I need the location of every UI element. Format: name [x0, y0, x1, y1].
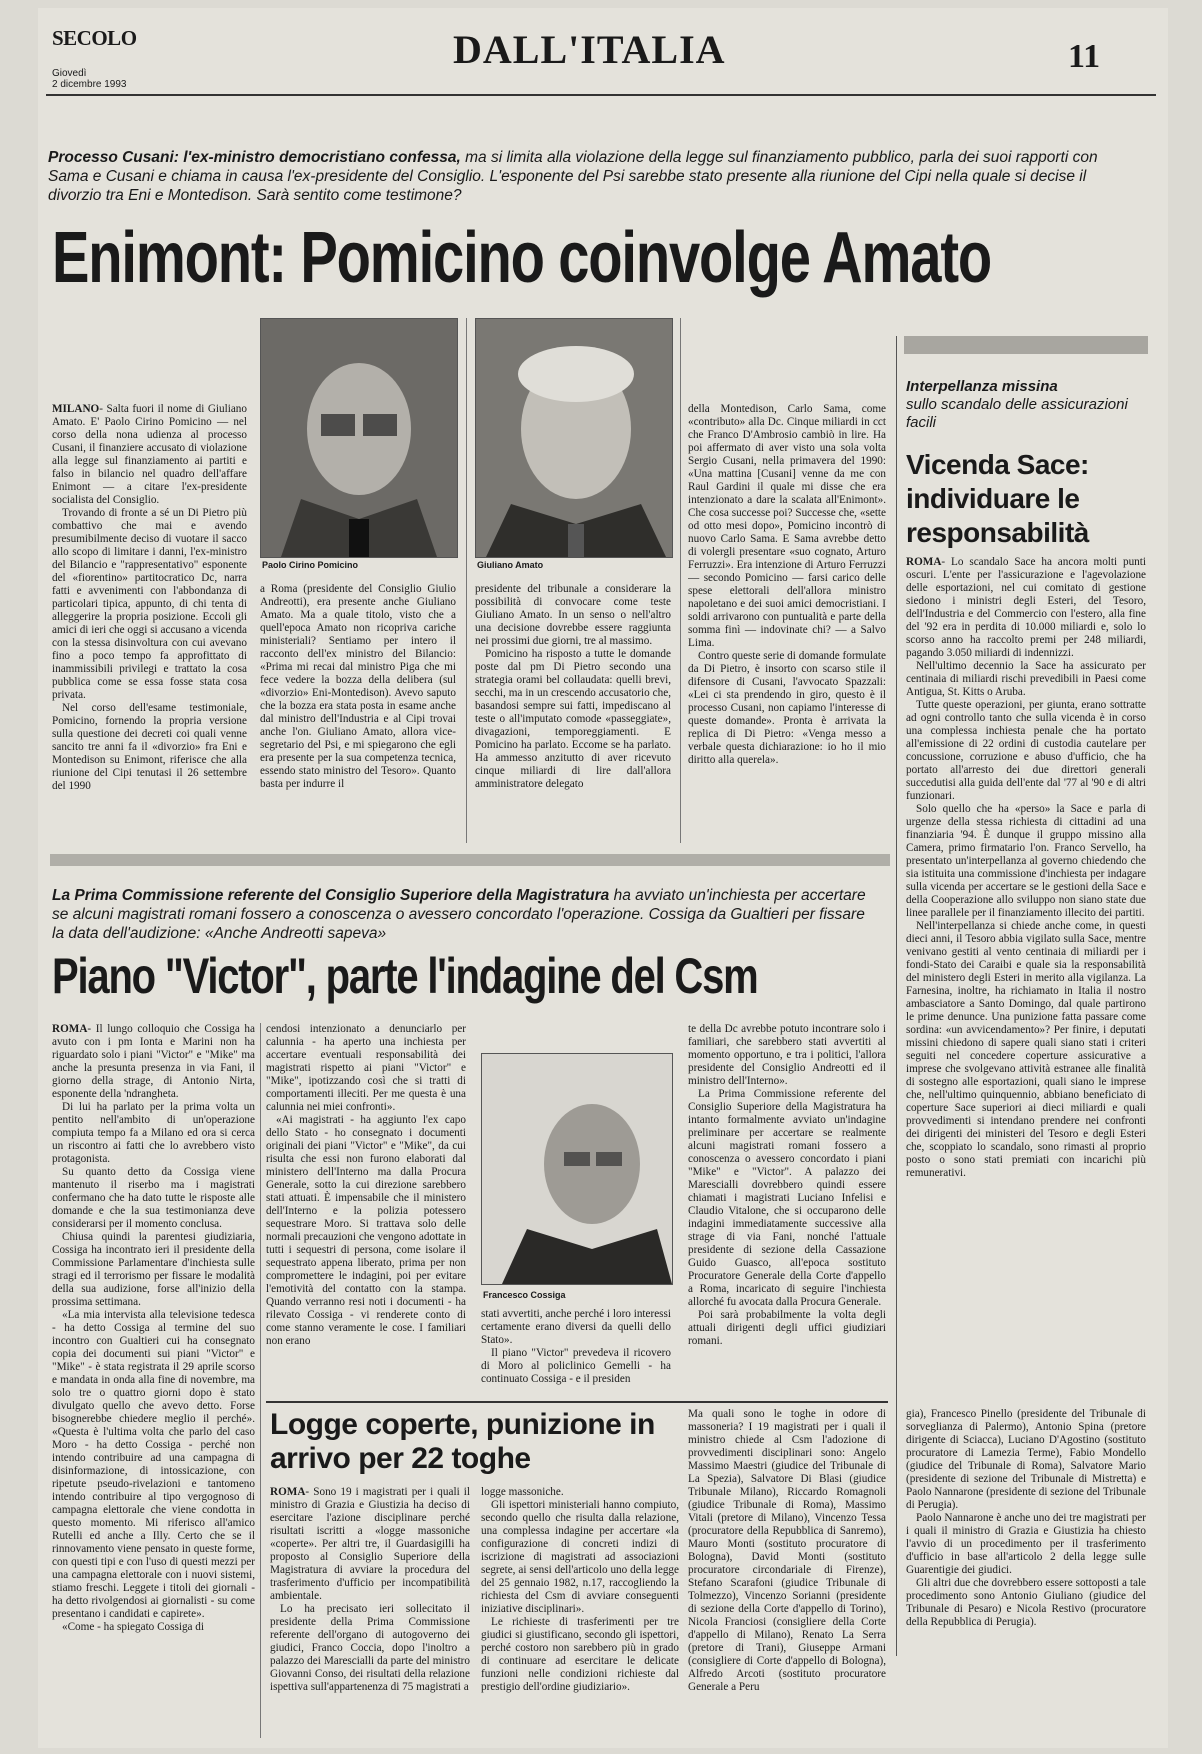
newspaper-page — [38, 8, 1168, 1748]
portrait-amato-image — [476, 319, 672, 557]
story2-headline: Piano "Victor", parte l'indagine del Csm — [52, 948, 758, 1004]
sidebar-left-rule — [896, 336, 897, 1656]
story2-col1-para6: «Come - ha spiegato Cossiga di — [62, 1621, 205, 1633]
story3-headline: Logge coperte, punizione in arrivo per 22 toghe — [270, 1408, 655, 1475]
story3-column-3 — [688, 1408, 886, 1741]
column-rule — [466, 318, 467, 843]
story3-top-rule — [266, 1401, 888, 1403]
story3-dateline: ROMA — [270, 1486, 306, 1498]
masthead-day: Giovedì — [52, 68, 87, 79]
story2-col2-para2: «Ai magistrati - ha aggiunto l'ex capo dello Stato - ho consegnato i documenti originali dei piani "Victor" e "Mike", da cui risulta che essi non furono elaborati dal ministero dell'Interno ma dalla Procura Generale, sotto la cui direzione sarebbero stati attuati. È impensabile che il ministero dell'Interno e la polizia potessero sequestrare Moro. Si trattava solo delle normali precauzioni che vengono adottate in tutti i sequestri di persona, come isolare il sequestrato appena liberato, prima per non compromettere le indagini, poi per evitare l'emotività del contatto con la stampa. Quando verranno resi noti i documenti - ha rilevato Cossiga - vi renderete conto di come stanno veramente le cose. I familiari non erano — [266, 1114, 466, 1347]
story3-column-4 — [906, 1408, 1146, 1741]
sidebar-kicker-text: sullo scandalo delle assicurazioni facili — [906, 396, 1128, 431]
story1-col3-text: presidente del tribunale a considerare la possibilità di convocare come teste Giuliano Amato. In un senso o nell'altro una decisione dovrebbe essere raggiunta nei prossimi due giorni, tre al massimo. — [475, 583, 671, 647]
sidebar-headline: Vicenda Sace: individuare le responsabilità — [906, 449, 1089, 548]
section-title: DALL'ITALIA — [453, 27, 726, 72]
story1-col4-text: della Montedison, Carlo Sama, come «contributo» alla Dc. Cinque miliardi in cct che Franco D'Ambrosio cambiò in lire. Ha poi affermato di aver visto una sola volta Sergio Cusani, nella primavera del 1990: «Una mattina [Cusani] venne da me con Raul Gardini il quale mi disse che era intenzionato a dare la scalata all'Enimont». Che cosa successe poi? Successe che, «sette od otto mesi dopo», Pomicino incontrò di nuovo Carlo Sama. E Sama avrebbe detto di volergli presentare «suo cognato, Arturo Ferruzzi». Era intenzione di Arturo Ferruzzi — secondo Pomicino — farsi carico delle spese elettorali dell'allora ministro napoletano e dei suoi amici democristiani. I soldi arrivarono con puntualità e parte della somma finì — indovinate chi? — a Salvo Lima. — [688, 403, 886, 649]
story3-column-2 — [481, 1486, 679, 1741]
story1-column-1 — [52, 403, 247, 843]
story1-column-4 — [688, 403, 886, 845]
story3-col4-para2: Paolo Nannarone è anche uno dei tre magistrati per i quali il ministro di Grazia e Giustizia ha chiesto l'avvio di un procedimento per il trasferimento d'ufficio in base all'articolo 2 della legge sulle Guarentigie dei giudici. — [906, 1512, 1146, 1576]
photo-pomicino — [260, 318, 458, 558]
story2-col4-para2: La Prima Commissione referente del Consiglio Superiore della Magistratura ha intanto formalmente avviato un'indagine preliminare per accertare se realmente alcuni magistrati romani fossero a conoscenza o avessero concordato i piani "Mike" e "Victor". A palazzo dei Marescialli dovrebbero quindi essere chiamati i magistrati Luciano Infelisi e Claudio Vitalone, che si occuparono delle indagini immediatamente successive alla strage di via Fani, nonché l'attuale presidente di sezione della Cassazione Guido Guasco, all'epoca sostituto Procuratore Generale della Corte d'appello a Roma, incaricato di seguire l'inchiesta allorché fu avocata dalla Procura Generale. — [688, 1088, 886, 1308]
story3-col2-para3: Le richieste di trasferimenti per tre giudici si giustificano, secondo gli ispettori, perché costoro non sarebbero più in grado di continuare ad esercitare le delicate funzioni nelle condizioni richieste dal prestigio dell'ordine giudiziario». — [481, 1616, 679, 1693]
column-rule — [260, 1023, 261, 1738]
story1-column-2 — [260, 583, 456, 845]
story2-kicker-text: ha avviato un'inchiesta per accertare se alcuni magistrati romani fossero a conoscenza o avessero concordato l'operazione. Cossiga da Gualtieri per fissare la data dell'audizione: «Anche Andreotti sapeva» — [52, 887, 866, 942]
portrait-cossiga-image — [482, 1054, 672, 1284]
story1-kicker-bold: Processo Cusani: l'ex-ministro democristiano confessa, — [48, 149, 461, 166]
story-divider-bar — [50, 854, 890, 866]
story1-col4-para2: Contro queste serie di domande formulate da Di Pietro, è insorto con scarso stile il difensore di Cusani, l'avvocato Spazzali: «Lei ci sta prendendo in giro, questo è il processo Cusani, non capiamo l'interesse di queste domande». Pronta è arrivata la replica di Di Pietro: «Venga messo a verbale questa dichiarazione: io ho il mio diritto alla querela». — [688, 650, 886, 766]
story2-col1-text: - Il lungo colloquio che Cossiga ha avuto con i pm Ionta e Marini non ha riguardato solo i piani "Victor" e "Mike" ma anche la presunta presenza in via Fani, il giorno della strage, di Antonio Nirta, esponente della 'ndrangheta. — [52, 1023, 255, 1100]
caption-pomicino: Paolo Cirino Pomicino — [262, 560, 359, 570]
sidebar-body1: - Lo scandalo Sace ha ancora molti punti oscuri. L'ente per l'assicurazione e l'agevolazione delle esportazioni, nel cui comitato di gestione siedono i ministri degli Esteri, del Tesoro, dell'Industria e del Commercio con l'estero, alla fine del '92 era in perdita di 10.000 miliardi e, solo lo scorso anno ha raccolto premi per 248 miliardi, pagando 3.050 miliardi di indennizzi. — [906, 556, 1146, 659]
story3-col3-text: Ma quali sono le toghe in odore di massoneria? I 19 magistrati per i quali il ministro chiede al Csm l'adozione di provvedimenti disciplinari sono: Angelo Massimo Maestri (giudice del Tribunale di La Spezia), Salvatore Di Blasi (giudice Tribunale Milano), Riccardo Romagnoli (giudice Tribunale di Roma), Massimo Vitali (pretore di Milano), Vincenzo Tessa (procuratore della Repubblica di Sanremo), Mauro Monti (sostituto procuratore di Bologna), David Monti (sostituto procuratore circondariale di Firenze), Stefano Scarafoni (giudice Tribunale di Tolmezzo), Vincenzo Sorianni (presidente di sezione della Corte d'appello di Torino), Nicola Franciosi (consigliere della Corte d'appello di Milano), Renato La Serra (pretore di Trani), Giuseppe Armani (consigliere di Corte d'appello di Bologna), Alfredo Arcoti (sostituto procuratore Generale a Peru — [688, 1408, 886, 1693]
story3-col4-para3: Gli altri due che dovrebbero essere sottoposti a tale procedimento sono Antonio Giuliano (giudice del Tribunale di Pesaro) e Nicola Restivo (procuratore della Repubblica di Perugia). — [906, 1577, 1146, 1628]
masthead-paper-name: SECOLO — [52, 26, 137, 50]
sidebar-dateline: ROMA — [906, 556, 942, 568]
story3-col1-para2: Lo ha precisato ieri sollecitato il presidente della Prima Commissione referente dell'organo di autogoverno dei giudici, Franco Coccia, dopo l'inoltro a palazzo dei Marescialli da parte del ministro Giovanni Conso, dei risultati della relazione ispettiva sull'appartenenza di 75 magistrati a — [270, 1603, 470, 1693]
story2-kicker — [52, 886, 872, 943]
story2-col2-text: cendosi intenzionato a denunciarlo per calunnia - ha aperto una inchiesta per accertare eventuali responsabilità dei magistrati rispetto ai piani "Victor" e "Mike", ipotizzando così che si tratti di comportamenti illeciti. Per me questa è una calunnia nei miei confronti». — [266, 1023, 466, 1113]
story3-col2-para2: Gli ispettori ministeriali hanno compiuto, secondo quello che risulta dalla relazione, una complessa indagine per accertare «la configurazione di concreti indizi di iscrizione di magistrati ad associazioni segrete, ai sensi dell'articolo uno della legge del 25 gennaio 1982, n.17, raccogliendo la richiesta del Csm di avviare conseguenti iniziative disciplinari». — [481, 1499, 679, 1615]
sidebar-body4: Solo quello che ha «perso» la Sace e parla di urgenze della stessa richiesta di cittadini ad una finanziaria '94. È dunque il gruppo missino alla Camera, primo firmatario l'on. Franco Servello, ha presentato un'interpellanza al governo chiedendo che sia istituita una commissione d'inchiesta per indagare sulla vicenda per accertare se le gestioni della Sace e della Cooperazione allo sviluppo non siano state due linee parallele per il finanziamento illecito dei partiti. — [906, 803, 1146, 919]
story2-col1-para4: Chiusa quindi la parentesi giudiziaria, Cossiga ha incontrato ieri il presidente della Commissione Parlamentare d'inchiesta sulle stragi ed il terrorismo per fissare le modalità della sua audizione, forse all'inizio della prossima settimana. — [52, 1231, 255, 1308]
caption-cossiga: Francesco Cossiga — [483, 1290, 566, 1300]
story2-column-2 — [266, 1023, 466, 1395]
story1-kicker — [48, 148, 1118, 205]
story2-dateline: ROMA — [52, 1023, 88, 1035]
sidebar-body3: Tutte queste operazioni, per giunta, erano sottratte ad ogni controllo tanto che sulla vicenda è in corso una complessa inchiesta penale che ha portato all'emissione di 22 ordini di custodia cautelare per concussione, corruzione e abuso d'ufficio, che ha portato all'arresto dei due direttori generali succedutisi alla guida dell'ente dal '77 al '90 e di altri funzionari. — [906, 699, 1146, 802]
masthead-date: 2 dicembre 1993 — [52, 79, 127, 90]
story2-col4-para3: Poi sarà probabilmente la volta degli attuali dirigenti degli uffici giudiziari romani. — [688, 1309, 886, 1347]
story2-column-3 — [481, 1308, 671, 1396]
story2-col1-para5: «La mia intervista alla televisione tedesca - ha detto Cossiga al termine del suo incontro con Gualtieri cui ha consegnato copia dei documenti sui piani "Victor" e "Mike" - è stata registrata il 29 aprile scorso e mandata in onda alla fine di novembre, ma solo tre o quattro giorni dopo è stato divulgato quello che avevo detto. Forse bisognerebbe chiedere meglio il perché». «Questa è l'ultima volta che parlo del caso Moro - ha detto Cossiga - perché non intendo contribuire ad una campagna di disinformazione, di intossicazione, con ripetute pseudo-rivelazioni e tantomeno intendo contribuire al tipo vergognoso di campagna elettorale che viene condotta in questo momento. Mi riferisco all'amico Rutelli ed anche a Illy. Certo che se il rinnovamento viene pensato in queste forme, con questi tipi e con l'uso di questi mezzi per una campagna elettorale con i nuovi sistemi, stiamo freschi. Leggete i titoli dei giornali - ha detto rivolgendosi ai giornalisti - su come presentano i candidati e capirete». — [52, 1309, 255, 1620]
story3-col2-text: logge massoniche. — [481, 1486, 564, 1498]
portrait-pomicino-image — [261, 319, 457, 557]
story1-kicker-text: ma si limita alla violazione della legge sul finanziamento pubblico, parla dei suoi rapporti con Sama e Cusani e chiama in causa l'ex-presidente del Consiglio. L'esponente del Psi sarebbe stato presente alla riunione del Cipi nella quale si decise il divorzio tra Eni e Montedison. Sarà sentito come testimone? — [48, 149, 1098, 204]
story2-col1-para3: Su quanto detto da Cossiga viene mantenuto il riserbo ma i magistrati confermano che ha dato tutte le risposte alle domande e che la sua testimonianza deve considerarsi per il momento conclusa. — [52, 1166, 255, 1230]
story1-headline: Enimont: Pomicino coinvolge Amato — [52, 218, 992, 298]
story3-column-1 — [270, 1486, 470, 1741]
story1-col1-para3: Nel corso dell'esame testimoniale, Pomicino, fornendo la propria versione sulla questione dei decreti coi quali venne sancito tre anni fa il «divorzio» fra Eni e Montedison su Enimont, riferisce che alla riunione del Cipi tenutasi il 26 settembre del 1990 — [52, 702, 247, 792]
story1-col3-para2: Pomicino ha risposto a tutte le domande poste dal pm Di Pietro secondo una strategia orami bel collaudata: quelli brevi, secchi, ma in un crescendo accusatorio che, basandosi sempre sui fatti, impediscano al teste o all'imputato comode «passeggiate», divagazioni, temporeggiamenti. E Pomicino ha parlato. Eccome se ha parlato. Ha ammesso anzitutto di aver ricevuto cinque miliardi di lire dall'allora amministratore delegato — [475, 648, 671, 790]
caption-amato: Giuliano Amato — [477, 560, 544, 570]
sidebar-body2: Nell'ultimo decennio la Sace ha assicurato per centinaia di miliardi rischi prevedibili in Paesi come Antigua, St. Kitts o Aruba. — [906, 660, 1146, 698]
story1-col2-text: a Roma (presidente del Consiglio Giulio Andreotti), era presente anche Giuliano Amato. Ma a quale titolo, visto che a quell'epoca Amato non ricopriva cariche ministeriali? Sentiamo per intero il racconto dell'ex ministro del Bilancio: «Prima mi recai dal ministro Piga che mi fece vedere la bozza della delibera (sul «divorzio» Eni-Montedison). Avevo saputo che la bozza era stata posta in esame anche dal ministro dell'Industria e al Cipi trovai anche l'on. Giuliano Amato, allora vice-segretario del Psi, e mi spiegarono che egli era presente per la sua competenza tecnica, essendo stato ministro del Tesoro». Quanto basta per indurre il — [260, 583, 456, 790]
story2-column-4 — [688, 1023, 886, 1395]
story1-col1-para2: Trovando di fronte a sé un Di Pietro più combattivo che mai e avendo presumibilmente deciso di vuotare il sacco allo scopo di limitare i danni, l'ex-ministro del Bilancio e "rappresentativo" esponente del «fiorentino» partitocratico Dc, narra fatti e avvenimenti con l'abbondanza di particolari tipica, appunto, di chi tenta di alleggerire la propria posizione. Eccoli gli amici di ieri che oggi si accusano a vicenda con la stessa disinvoltura con cui avevano fino a poco tempo fa approfittato di inammissibili privilegi e trattato la cosa pubblica come se essa fosse stata cosa privata. — [52, 507, 247, 701]
sidebar-kicker-bold: Interpellanza missina — [906, 378, 1058, 395]
page-number: 11 — [1068, 38, 1101, 75]
photo-amato — [475, 318, 673, 558]
story2-column-1 — [52, 1023, 255, 1738]
story1-column-3 — [475, 583, 671, 845]
sidebar-kicker — [906, 378, 1146, 432]
story2-col1-para2: Di lui ha parlato per la prima volta un pentito nell'ambito di un'operazione compiuta tempo fa a Milano ed ora si cerca un riscontro ai fatti che lo avrebbero visto protagonista. — [52, 1101, 255, 1165]
story1-dateline: MILANO — [52, 403, 100, 415]
masthead-rule — [46, 94, 1156, 96]
story3-col1-text: - Sono 19 i magistrati per i quali il ministro di Grazia e Giustizia ha deciso di esercitare l'azione disciplinare perché risultati iscritti a «logge massoniche «coperte». Per altri tre, il Guardasigilli ha proposto al Consiglio Superiore della Magistratura di avviare la procedura del trasferimento d'ufficio per incompatibilità ambientale. — [270, 1486, 470, 1602]
sidebar-top-bar — [904, 336, 1148, 354]
story3-col4-text: gia), Francesco Pinello (presidente del Tribunale di sorveglianza di Palermo), Antonio Spina (pretore dirigente di Sciacca), Luciano D'Agostino (sostituto procuratore di Lamezia Terme), Fabio Mondello (giudice del Tribunale di Roma), Salvatore Mario (presidente di sezione del Tribunale di Mistretta) e Paolo Nannarone (presidente di sezione del Tribunale di Perugia). — [906, 1408, 1146, 1511]
story2-col4-text: te della Dc avrebbe potuto incontrare solo i familiari, che sarebbero stati avvertiti al momento opportuno, e tra i politici, l'allora presidente del Consiglio Andreotti ed il ministro dell'Interno». — [688, 1023, 886, 1087]
story1-col1-text: - Salta fuori il nome di Giuliano Amato. E' Paolo Cirino Pomicino — nel corso della nona udienza al processo Cusani, il finanziere accusato di violazione alla legge sul finanziamento ai partiti e falso in bilancio nel quadro dell'affare Enimont — a citare l'ex-presidente socialista del Consiglio. — [52, 403, 247, 506]
column-rule — [680, 318, 681, 843]
story2-kicker-bold: La Prima Commissione referente del Consiglio Superiore della Magistratura — [52, 887, 610, 904]
story2-col3-para2: Il piano "Victor" prevedeva il ricovero di Moro al policlinico Gemelli - ha continuato Cossiga - e il presiden — [481, 1347, 671, 1385]
photo-cossiga — [481, 1053, 673, 1285]
story2-col3-text: stati avvertiti, anche perché i loro interessi certamente erano diversi da quelli dello Stato». — [481, 1308, 671, 1346]
sidebar-body5: Nell'interpellanza si chiede anche come, in questi dieci anni, il Tesoro abbia vigilato sulla Sace, mentre venivano gestiti al vento centinaia di miliardi per i fondi-Stato dei Caraibi e quale sia la responsabilità del ministero degli Esteri in merito alla vigilanza. La Farnesina, inoltre, ha richiamato in Italia il nostro ambasciatore a Santo Domingo, dal quale partirono le prime denunce. Una punizione fatta passare come sordina: «un avvicendamento»? Per finire, i deputati missini chiedono di sapere quali siano stati i criteri seguiti nel concedere coperture assicurative a imprese che svolgevano attività estranee alle finalità di sostegno alle esportazioni, quali siano le imprese che, nell'ultimo quinquennio, abbiano beneficiato di coperture Sace superiori ai dieci miliardi e quali provvedimenti si intendano prendere nei confronti dei dirigenti dei ministeri del Tesoro e degli Esteri che, scoppiato lo scandalo, sono rimasti al proprio posto o sono stati premiati con incarichi più remunerativi. — [906, 920, 1146, 1179]
